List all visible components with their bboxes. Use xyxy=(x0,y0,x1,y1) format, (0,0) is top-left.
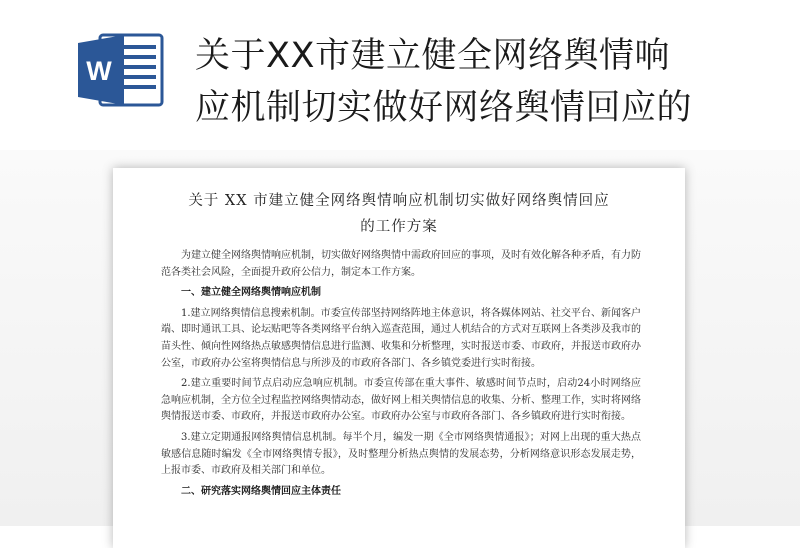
document-title-line-1: 关于XX市建立健全网络舆情响 xyxy=(195,36,670,76)
document-page xyxy=(113,168,685,548)
list-item-2: 2.建立重要时间节点启动应急响应机制。市委宣传部在重大事件、敏感时间节点时，启动24小时网络应急响应机制，全方位全过程监控网络舆情动态，做好网上相关舆情信息的收集、分析、整理工作，实时将网络舆情报送市委、市政府，并报送市政府办公室。市政府办公室与市政府各部门、各乡镇政府进行实时衔接。 xyxy=(161,378,641,423)
svg-text:W: W xyxy=(86,56,112,86)
preview-header xyxy=(0,0,800,150)
page-title-line-1: 关于 XX 市建立健全网络舆情响应机制切实做好网络舆情回应 xyxy=(188,193,610,209)
intro-paragraph: 为建立健全网络舆情响应机制，切实做好网络舆情中需政府回应的事项，及时有效化解各种矛盾，有力防范各类社会风险，全面提升政府公信力，制定本工作方案。 xyxy=(161,250,641,278)
list-item-1: 1.建立网络舆情信息搜索机制。市委宣传部坚持网络阵地主体意识，将各媒体网站、社交平台、新闻客户端、即时通讯工具、论坛贴吧等各类网络平台纳入巡查范围，通过人机结合的方式对互联网上各类涉及我市的苗头性、倾向性网络热点敏感舆情信息进行监测、收集和分析整理，实时报送市委、市政府，并报送市政府办公室，市政府办公室将舆情信息与所涉及的市政府各部门、各乡镇党委进行实时衔接。 xyxy=(161,307,641,369)
page-title xyxy=(113,188,685,240)
list-item-3: 3.建立定期通报网络舆情信息机制。每半个月，编发一期《全市网络舆情通报》；对网上出现的重大热点敏感信息随时编发《全市网络舆情专报》，及时整理分析热点舆情的发展态势，分析网络意识形态发展走势，上报市委、市政府及相关部门和单位。 xyxy=(161,431,641,477)
section-heading-2: 二、研究落实网络舆情回应主体责任 xyxy=(181,485,341,497)
section-heading-1: 一、建立健全网络舆情响应机制 xyxy=(181,287,321,299)
word-document-icon xyxy=(78,33,164,107)
page-title-line-2: 的工作方案 xyxy=(360,219,438,235)
document-body xyxy=(161,248,641,504)
document-title-line-2: 应机制切实做好网络舆情回应的 xyxy=(195,88,693,128)
document-title xyxy=(195,30,735,134)
